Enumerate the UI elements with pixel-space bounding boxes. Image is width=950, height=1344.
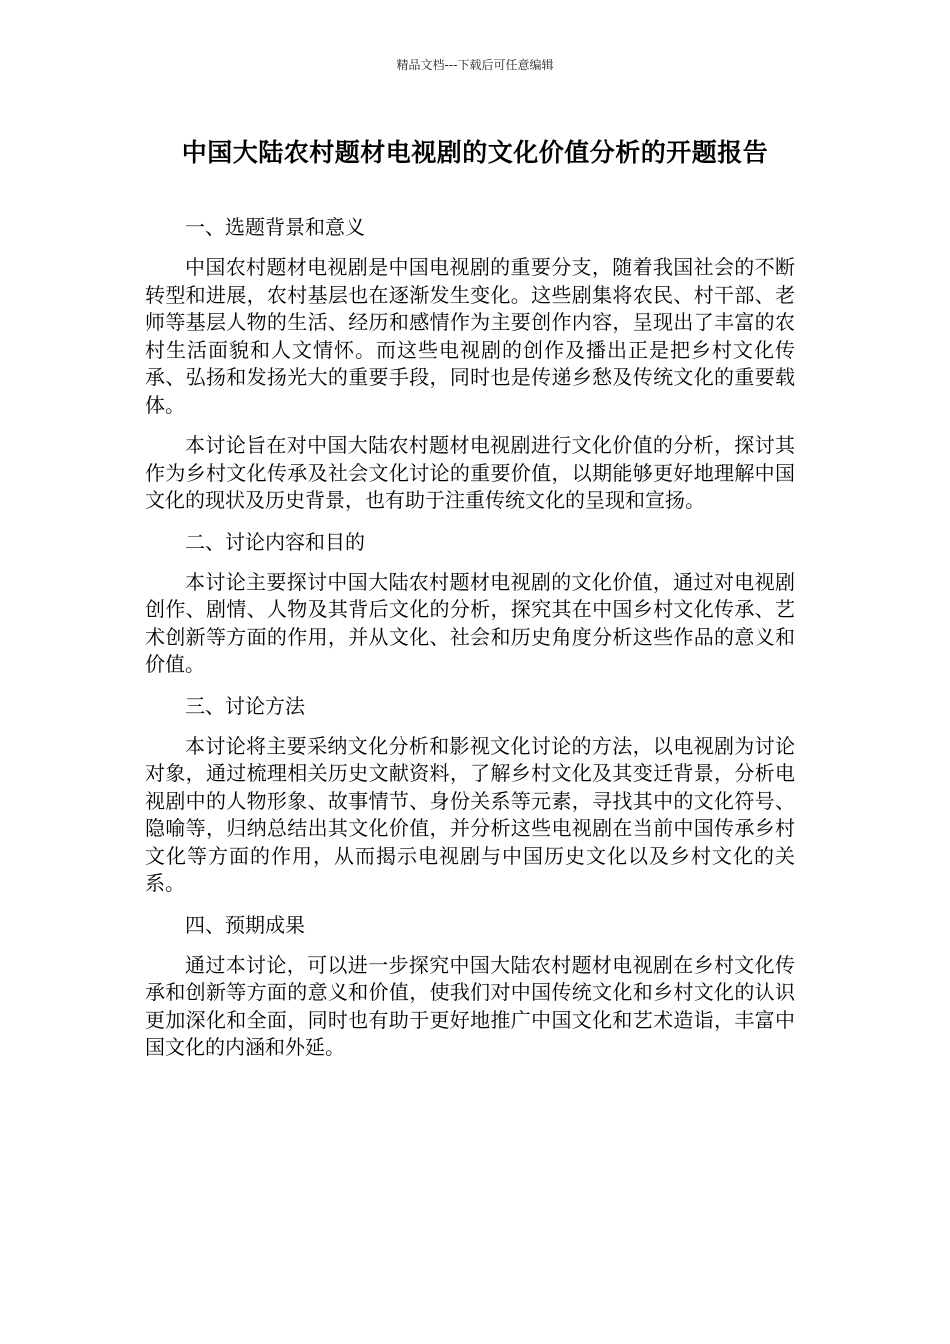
paragraph: 本讨论将主要采纳文化分析和影视文化讨论的方法，以电视剧为讨论对象，通过梳理相关历史文献资料，了解乡村文化及其变迁背景，分析电视剧中的人物形象、故事情节、身份关系等元素，寻找其中的文化符号、隐喻等，归纳总结出其文化价值，并分析这些电视剧在当前中国传承乡村文化等方面的作用，从而揭示电视剧与中国历史文化以及乡村文化的关系。 <box>145 733 795 895</box>
section-method <box>145 692 795 898</box>
section-background <box>145 213 795 515</box>
section-heading: 二、讨论内容和目的 <box>185 529 365 554</box>
paragraph: 通过本讨论，可以进一步探究中国大陆农村题材电视剧在乡村文化传承和创新等方面的意义和价值，使我们对中国传统文化和乡村文化的认识更加深化和全面，同时也有助于更好地推广中国文化和艺术造诣，丰富中国文化的内涵和外延。 <box>145 952 795 1059</box>
paragraph: 本讨论主要探讨中国大陆农村题材电视剧的文化价值，通过对电视剧创作、剧情、人物及其背后文化的分析，探究其在中国乡村文化传承、艺术创新等方面的作用，并从文化、社会和历史角度分析这些作品的意义和价值。 <box>145 569 795 676</box>
document-title: 中国大陆农村题材电视剧的文化价值分析的开题报告 <box>181 138 769 167</box>
section-heading: 一、选题背景和意义 <box>185 215 365 239</box>
paragraph: 中国农村题材电视剧是中国电视剧的重要分支，随着我国社会的不断转型和进展，农村基层也在逐渐发生变化。这些剧集将农民、村干部、老师等基层人物的生活、经历和感情作为主要创作内容，呈现出了丰富的农村生活面貌和人文情怀。而这些电视剧的创作及播出正是把乡村文化传承、弘扬和发扬光大的重要手段，同时也是传递乡愁及传统文化的重要载体。 <box>145 255 795 417</box>
document-body <box>145 213 795 1075</box>
header-note: 精品文档---下载后可任意编辑 <box>396 58 554 72</box>
section-heading: 四、预期成果 <box>185 912 305 937</box>
section-heading: 三、讨论方法 <box>185 693 305 718</box>
section-expected-results <box>145 911 795 1062</box>
paragraph: 本讨论旨在对中国大陆农村题材电视剧进行文化价值的分析，探讨其作为乡村文化传承及社会文化讨论的重要价值，以期能够更好地理解中国文化的现状及历史背景，也有助于注重传统文化的呈现和宣扬。 <box>145 433 795 512</box>
section-content-purpose <box>145 528 795 679</box>
